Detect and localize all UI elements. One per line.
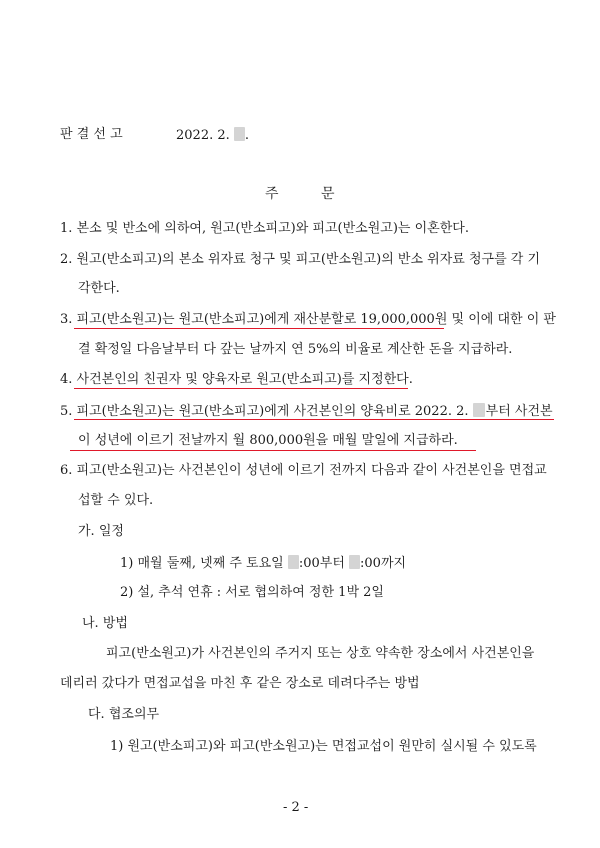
redaction-block: [349, 555, 360, 569]
item-6-continuation: 섭할 수 있다.: [78, 493, 154, 508]
verdict-date-label: 판 결 선 고: [60, 127, 123, 142]
redaction-block: [234, 127, 245, 141]
item-5: [60, 403, 553, 420]
schedule-line-1: [120, 555, 406, 572]
item-6: [60, 463, 547, 479]
red-underline: [74, 419, 554, 420]
verdict-date-prefix: 2022. 2.: [176, 128, 234, 143]
item-text: 본소 및 반소에 의하여, 원고(반소피고)와 피고(반소원고)는 이혼한다.: [76, 221, 469, 236]
item-2: [60, 252, 540, 268]
item-text: 피고(반소원고)는 사건본인이 성년에 이르기 전까지 다음과 같이 사건본인을 면접교: [76, 463, 547, 478]
redaction-block: [288, 555, 299, 569]
item-2-continuation: 각한다.: [78, 281, 120, 296]
item-number: 6.: [60, 463, 73, 478]
red-underline: [74, 388, 408, 389]
red-underline: [70, 450, 476, 451]
duty-heading: 다. 협조의무: [88, 707, 160, 722]
item-number: 3.: [60, 312, 73, 327]
verdict-date: [176, 127, 249, 144]
schedule-text: :00부터: [298, 556, 350, 571]
section-title-left: 주: [265, 186, 279, 202]
item-text: 피고(반소원고)는 원고(반소피고)에게 재산분할로 19,000,000원 및 이에 대한 이 판: [76, 312, 556, 327]
verdict-date-suffix: .: [244, 128, 250, 143]
item-text: 사건본인의 친권자 및 양육자로 원고(반소피고)를 지정한다.: [76, 372, 413, 387]
red-underline: [74, 328, 444, 329]
item-1: [60, 221, 469, 237]
item-3: [60, 312, 556, 328]
page-number: - 2 -: [283, 800, 309, 815]
schedule-heading: 가. 일정: [78, 524, 124, 539]
item-number: 4.: [60, 372, 73, 387]
schedule-text: :00까지: [360, 556, 407, 571]
item-number: 2.: [60, 252, 73, 267]
section-title-right: 문: [321, 186, 335, 202]
item-number: 1.: [60, 221, 73, 236]
schedule-text: 1) 매월 둘째, 넷째 주 토요일: [120, 556, 288, 571]
redaction-block: [473, 403, 485, 417]
item-text-a: 피고(반소원고)는 원고(반소피고)에게 사건본인의 양육비로 2022. 2.: [76, 404, 473, 419]
method-line-2: 데리러 갔다가 면접교섭을 마친 후 같은 장소로 데려다주는 방법: [60, 676, 420, 691]
method-line-1: 피고(반소원고)가 사건본인의 주거지 또는 상호 약속한 장소에서 사건본인을: [106, 646, 535, 661]
item-text: 원고(반소피고)의 본소 위자료 청구 및 피고(반소원고)의 반소 위자료 청구를 각 기: [76, 252, 541, 267]
method-heading: 나. 방법: [82, 616, 128, 631]
item-number: 5.: [60, 404, 73, 419]
duty-line-1: 1) 원고(반소피고)와 피고(반소원고)는 면접교섭이 원만히 실시될 수 있도록: [110, 739, 537, 754]
item-5-continuation: 이 성년에 이르기 전날까지 월 800,000원을 매월 말일에 지급하라.: [78, 433, 458, 448]
item-3-continuation: 결 확정일 다음날부터 다 갚는 날까지 연 5%의 비율로 계산한 돈을 지급하라.: [78, 342, 513, 357]
schedule-line-2: 2) 설, 추석 연휴 : 서로 협의하여 정한 1박 2일: [120, 585, 384, 600]
item-4: [60, 372, 413, 388]
item-text-b: 부터 사건본: [485, 404, 553, 419]
